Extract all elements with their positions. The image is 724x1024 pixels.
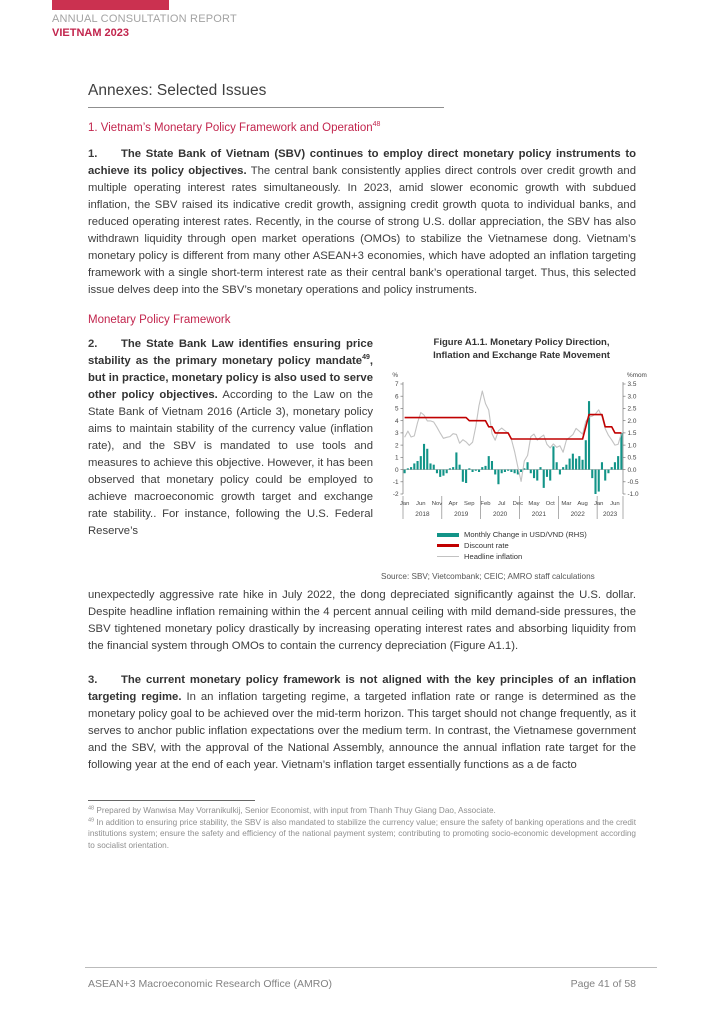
paragraph-2-and-figure bbox=[88, 336, 660, 581]
paragraph-2-body: According to the Law on the State Bank of Vietnam 2016 (Article 3), monetary policy aims to maintain stability of the currency value (inflation rate), and the SBV is mandated to use tools and measures to achieve this objective. However, it has been observed that monetary policy could be employed to achieve macroeconomic growth target and exchange rate stability.. For instance, following the U.S. Federal Reserve’s bbox=[88, 389, 373, 537]
svg-text:5: 5 bbox=[394, 405, 399, 413]
svg-text:Apr: Apr bbox=[448, 501, 458, 507]
footnote-divider bbox=[88, 800, 255, 801]
footnote-ref-49: 49 bbox=[362, 354, 370, 362]
svg-text:2018: 2018 bbox=[415, 511, 430, 518]
svg-text:-0.5: -0.5 bbox=[627, 478, 639, 486]
page-content bbox=[88, 82, 647, 851]
page-title: Annexes: Selected Issues bbox=[88, 82, 267, 99]
svg-text:May: May bbox=[528, 501, 540, 507]
paragraph-2-column bbox=[88, 336, 373, 581]
report-type: ANNUAL CONSULTATION REPORT bbox=[52, 13, 237, 25]
svg-text:7: 7 bbox=[394, 381, 399, 389]
footer-divider bbox=[85, 967, 657, 968]
paragraph-2-number: 2. bbox=[88, 338, 98, 350]
svg-text:1.0: 1.0 bbox=[627, 442, 637, 450]
svg-text:-2: -2 bbox=[392, 491, 399, 499]
svg-text:0.5: 0.5 bbox=[627, 454, 637, 462]
svg-text:Jan: Jan bbox=[399, 501, 410, 507]
report-title: VIETNAM 2023 bbox=[52, 27, 130, 39]
svg-text:Jun: Jun bbox=[416, 501, 426, 507]
figure-legend bbox=[437, 529, 660, 562]
svg-text:2023: 2023 bbox=[602, 511, 618, 518]
svg-text:3.5: 3.5 bbox=[627, 381, 637, 389]
section-heading bbox=[88, 122, 636, 134]
svg-text:Jun: Jun bbox=[610, 501, 620, 507]
figure-a1-1 bbox=[383, 336, 660, 581]
footnote-49-text: In addition to ensuring price stability, the SBV is also mandated to stabilize the currency value; ensure the safety of banking operations and the credit institutions system; ensure the safety and efficiency of the national payment system; contributing to promoting socio-economic development according to socialist orientation. bbox=[88, 817, 636, 850]
svg-text:6: 6 bbox=[394, 393, 399, 401]
svg-text:Feb: Feb bbox=[480, 501, 491, 507]
paragraph-2-lead-b: , but in practice, monetary policy is also used to serve other policy objectives. bbox=[88, 355, 373, 401]
page-footer bbox=[88, 978, 636, 990]
paragraph-3-body: In an inflation targeting regime, a targeted inflation rate or range is determined as the monetary policy goal to be achieved over the mid-term horizon. This target should not change frequently, as it serves to anchor public inflation expectations over the medium term. In contrast, the Vietnamese government and the SBV, with the approval of the National Assembly, announce the annual inflation rate target for the following year at the end of each year. Vietnam’s inflation target essentially functions as a de facto bbox=[88, 691, 636, 771]
footnote-48-marker: 48 bbox=[88, 805, 95, 812]
legend-label-discount-rate: Discount rate bbox=[464, 541, 509, 550]
svg-text:Sep: Sep bbox=[464, 501, 475, 507]
svg-text:1.5: 1.5 bbox=[627, 430, 637, 438]
paragraph-1 bbox=[88, 146, 636, 299]
paragraph-3-lead: The current monetary policy framework is not aligned with the key principles of an inflation targeting regime. bbox=[88, 674, 636, 703]
footnotes-block bbox=[88, 800, 636, 851]
paragraph-1-lead: The State Bank of Vietnam (SBV) continues to employ direct monetary policy instruments to achieve its policy objectives. bbox=[88, 148, 636, 177]
svg-text:%: % bbox=[392, 372, 398, 379]
footnote-48 bbox=[88, 805, 636, 817]
figure-chart-svg bbox=[383, 370, 660, 522]
footer-office: ASEAN+3 Macroeconomic Research Office (AMRO) bbox=[88, 978, 333, 990]
paragraph-2-lead-a: The State Bank Law identifies ensuring price stability as the primary monetary policy mandate bbox=[88, 338, 373, 367]
svg-text:4: 4 bbox=[394, 417, 399, 425]
svg-text:2022: 2022 bbox=[570, 511, 585, 518]
svg-text:2021: 2021 bbox=[531, 511, 547, 518]
legend-label-headline-inflation: Headline inflation bbox=[464, 552, 523, 561]
svg-text:Jan: Jan bbox=[593, 501, 604, 507]
svg-text:Oct: Oct bbox=[545, 501, 555, 507]
paragraph-3-number: 3. bbox=[88, 674, 98, 686]
svg-text:3.0: 3.0 bbox=[627, 393, 637, 401]
svg-text:Nov: Nov bbox=[431, 501, 443, 507]
svg-text:%mom: %mom bbox=[627, 372, 647, 379]
footnote-ref-48: 48 bbox=[372, 121, 381, 129]
title-divider bbox=[88, 107, 444, 108]
paragraph-1-number: 1. bbox=[88, 148, 98, 160]
svg-text:2020: 2020 bbox=[492, 511, 508, 518]
svg-text:Aug: Aug bbox=[577, 501, 588, 507]
section-heading-text: 1. Vietnam’s Monetary Policy Framework and Operation bbox=[88, 122, 373, 134]
svg-text:-1.0: -1.0 bbox=[627, 491, 639, 499]
svg-text:2.0: 2.0 bbox=[627, 417, 637, 425]
paragraph-3 bbox=[88, 672, 636, 774]
legend-label-usdvnd: Monthly Change in USD/VND (RHS) bbox=[464, 530, 587, 539]
discount-rate-line-swatch-icon bbox=[437, 544, 459, 546]
paragraph-2-continuation: unexpectedly aggressive rate hike in July 2022, the dong depreciated significantly against the U.S. dollar. Despite headline inflation remaining within the 4 percent annual ceiling with mild demand-side pressures, the SBV tightened monetary policy drastically by increasing operating interest rates and absorbing liquidity from the financial system through OMOs to contain the currency depreciation (Figure A1.1). bbox=[88, 589, 636, 652]
footnote-49-marker: 49 bbox=[88, 816, 95, 823]
headline-inflation-line-swatch-icon bbox=[437, 556, 459, 557]
legend-item-discount-rate bbox=[437, 540, 660, 551]
svg-text:Mar: Mar bbox=[561, 501, 572, 507]
legend-item-headline-inflation bbox=[437, 551, 660, 562]
amro-logo-bar bbox=[52, 0, 169, 10]
usdvnd-bar-swatch-icon bbox=[437, 533, 459, 537]
svg-text:2.5: 2.5 bbox=[627, 405, 637, 413]
legend-item-usdvnd bbox=[437, 529, 660, 540]
svg-text:0.0: 0.0 bbox=[627, 466, 637, 474]
footer-page-number: Page 41 of 58 bbox=[570, 978, 636, 990]
svg-text:3: 3 bbox=[394, 430, 399, 438]
svg-text:Jul: Jul bbox=[497, 501, 506, 507]
footnote-48-text: Prepared by Wanwisa May Vorranikulkij, Senior Economist, with input from Thanh Thuy Giang Dao, Associate. bbox=[94, 806, 496, 815]
svg-text:Dec: Dec bbox=[512, 501, 524, 507]
svg-text:2019: 2019 bbox=[454, 511, 469, 518]
svg-text:-1: -1 bbox=[392, 478, 399, 486]
figure-title-line1: Figure A1.1. Monetary Policy Direction, bbox=[433, 337, 610, 348]
footnote-49 bbox=[88, 817, 636, 852]
paragraph-1-body: The central bank consistently applies direct controls over credit growth and multiple operating interest rates simultaneously. In 2023, amid slower economic growth with subdued inflation, the SBV raised its indicative credit growth, assigning credit growth quota to individual banks, and reduced operating interest rates. Recently, in the course of strong U.S. dollar appreciation, the SBV has also withdrawn liquidity through open market operations (OMOs) to stabilize the Vietnamese dong. Vietnam’s monetary policy is different from many other ASEAN+3 economies, which have adopted an inflation targeting framework with a single short-term interest rate as their central bank’s operational target. Thus, this selected issue delves deep into the SBV’s monetary operations and policy instruments. bbox=[88, 165, 636, 296]
figure-title-line2: Inflation and Exchange Rate Movement bbox=[433, 350, 610, 361]
paragraph-2 bbox=[88, 336, 373, 540]
svg-text:1: 1 bbox=[394, 454, 399, 462]
figure-source: Source: SBV; Vietcombank; CEIC; AMRO staff calculations bbox=[381, 572, 595, 581]
subsection-heading: Monetary Policy Framework bbox=[88, 314, 231, 326]
svg-text:0: 0 bbox=[394, 466, 399, 474]
svg-text:2: 2 bbox=[394, 442, 399, 450]
